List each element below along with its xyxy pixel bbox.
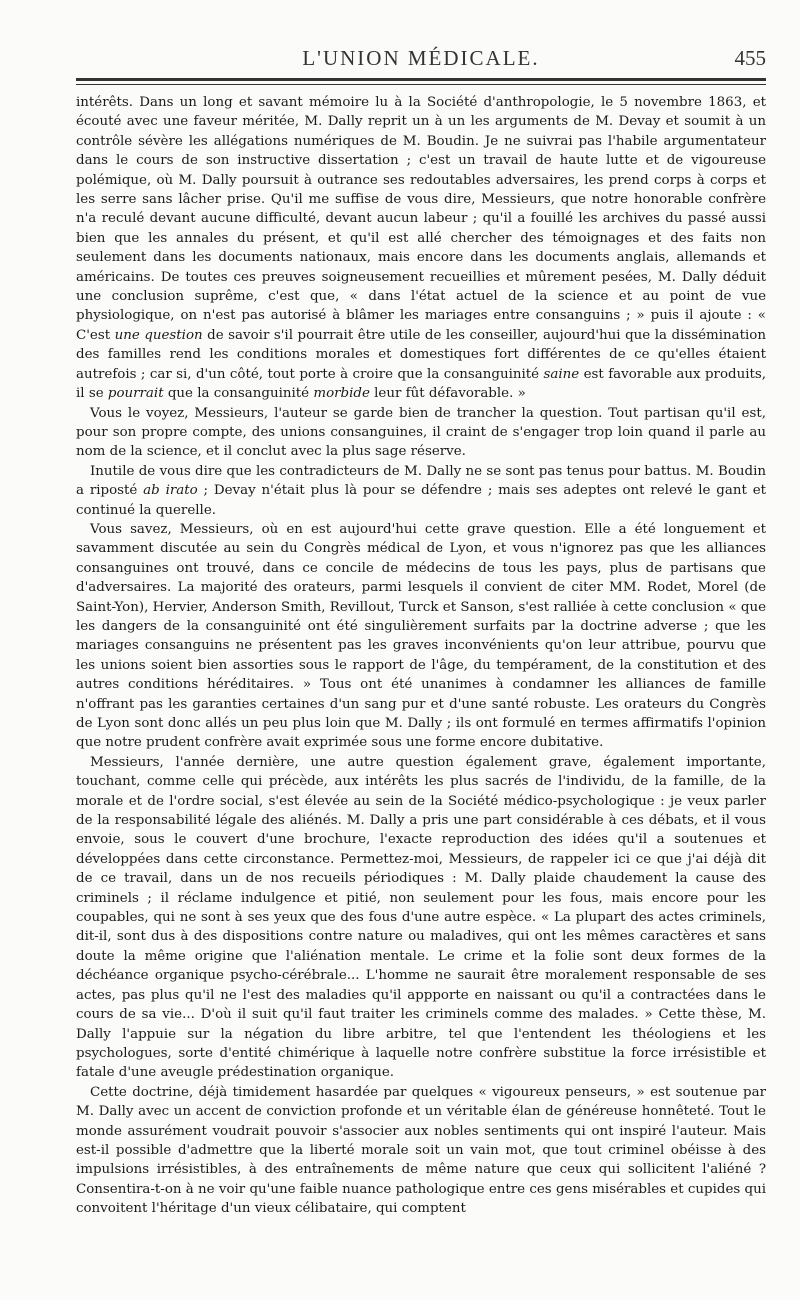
paragraph [76, 462, 766, 520]
paragraph [76, 753, 766, 1083]
text-run: Vous savez, Messieurs, où en est aujourd'hui cette grave question. Elle a été longuement et savamment discutée au sein du Congrès médical de Lyon, et vous n'ignorez pas que les alliances consanguines ont trouvé, dans ce concile de médecins de tous les pays, plus de partisans que d'adversaires. La majorité des orateurs, parmi lesquels il convient de citer MM. Rodet, Morel (de Saint-Yon), Hervier, Anderson Smith, Revillout, Turck et Sanson, s'est ralliée à cette conclusion « que les dangers de la consanguinité ont été singulièrement surfaits par la doctrine adverse ; que les mariages consanguins ne présentent pas les graves inconvénients qu'on leur attribue, pourvu que les unions soient bien assorties sous le rapport de l'âge, du tempérament, de la constitution et des autres conditions héréditaires. » Tous ont été unanimes à condamner les alliances de famille n'offrant pas les garanties certaines d'un sang pur et d'une santé robuste. Les orateurs du Congrès de Lyon sont donc allés un peu plus loin que M. Dally ; ils ont formulé en termes affirmatifs l'opinion que notre prudent confrère avait exprimée sous une forme encore dubitative. [76, 521, 766, 751]
text-run: est favorable aux produits, il se [76, 366, 766, 402]
italic-text: saine [543, 366, 580, 382]
paragraph [76, 520, 766, 753]
text-run: ; Devay n'était plus là pour se défendre ; mais ses adeptes ont relevé le gant et continué la querelle. [76, 483, 766, 518]
text-run: Messieurs, l'année dernière, une autre question également grave, également importante, touchant, comme celle qui précède, aux intérêts les plus sacrés de l'individu, de la famille, de la morale et de l'ordre social, s'est élevée au sein de la Société médico-psychologique : je veux parler de la responsabilité légale des aliénés. M. Dally a pris une part considérable à ces débats, et il vous envoie, sous le couvert d'une brochure, l'exacte reproduction des idées qu'il a soutenues et développées dans cette circonstance. Permettez-moi, Messieurs, de rappeler ici ce que j'ai déjà dit de ce travail, dans un de nos recueils périodiques : M. Dally plaide chaudement la cause des criminels ; il réclame indulgence et pitié, non seulement pour les fous, mais encore pour les coupables, qui ne sont à ses yeux que des fous d'une autre espèce. « La plupart des actes criminels, dit-il, sont dus à des dispositions contre nature ou maladives, qui ont les mêmes caractères et sans doute la même origine que l'aliénation mentale. Le crime et la folie sont deux formes de la déchéance organique psycho-cérébrale... L'homme ne saurait être moralement responsable de ses actes, pas plus qu'il ne l'est des maladies qu'il appporte en naissant ou qu'il a contractées dans le cours de sa vie... D'où il suit qu'il faut traiter les criminels comme des malades. » Cette thèse, M. Dally l'appuie sur la négation du libre arbitre, tel que l'entendent les théologiens et les psychologues, sorte d'entité chimérique à laquelle notre confrère substitue la force irrésistible et fatale d'une aveugle prédestination organique. [76, 754, 766, 1081]
text-run: Inutile de vous dire que les contradicteurs de M. Dally ne se sont pas tenus pour battus. M. Boudin a riposté [76, 463, 766, 499]
paragraph [76, 1083, 766, 1219]
page-number: 455 [734, 46, 766, 70]
italic-text: morbide [313, 386, 370, 402]
article-body [76, 93, 766, 1219]
text-run: Cette doctrine, déjà timidement hasardée par quelques « vigoureux penseurs, » est soutenue par M. Dally avec un accent de conviction profonde et un véritable élan de généreuse honnêteté. Tout le monde assurément voudrait pouvoir s'associer aux nobles sentiments qui ont inspiré l'auteur. Mais est-il possible d'admettre que la liberté morale soit un vain mot, que tout criminel obéisse à des impulsions irrésistibles, à des entraînements de même nature que ceux qui sollicitent l'aliéné ? Consentira-t-on à ne voir qu'une faible nuance pathologique entre ces gens misérables et cupides qui convoitent l'héritage d'un vieux célibataire, qui comptent [76, 1084, 766, 1217]
text-run: Vous le voyez, Messieurs, l'auteur se garde bien de trancher la question. Tout partisan qu'il est, pour son propre compte, des unions consanguines, il craint de s'engager trop loin quand il parle au nom de la science, et il conclut avec la plus sage réserve. [76, 405, 766, 460]
running-title: L'UNION MÉDICALE. [302, 46, 540, 70]
paragraph [76, 93, 766, 404]
header-rule-thick [76, 78, 766, 81]
italic-text: pourrait [107, 386, 164, 402]
text-run: que la consanguinité [163, 386, 314, 402]
italic-text: ab irato [143, 483, 198, 499]
italic-text: une question [114, 327, 203, 343]
text-run: de savoir s'il pourrait être utile de les conseiller, aujourd'hui que la dissémination des familles rend les conditions morales et domestiques fort différentes de ce qu'elles étaient autrefois ; car si, d'un côté, tout porte à croire que la consanguinité [76, 327, 766, 382]
text-run: leur fût défavorable. » [369, 386, 526, 402]
text-run: intérêts. Dans un long et savant mémoire lu à la Société d'anthropologie, le 5 novembre 1863, et écouté avec une faveur méritée, M. Dally reprit un à un les arguments de M. Devay et soumit à un contrôle sévère les allégations numériques de M. Boudin. Je ne suivrai pas l'habile argumentateur dans le cours de son instructive dissertation ; c'est un travail de haute lutte et de vigoureuse polémique, où M. Dally poursuit à outrance ses redoutables adversaires, les prend corps à corps et les serre sans lâcher prise. Qu'il me suffise de vous dire, Messieurs, que notre honorable confrère n'a reculé devant aucune difficulté, devant aucun labeur ; qu'il a fouillé les archives du passé aussi bien que les annales du présent, et qu'il est allé chercher des témoignages et des faits non seulement dans les documents nationaux, mais encore dans les documents anglais, allemands et américains. De toutes ces preuves soigneusement recueillies et mûrement pesées, M. Dally déduit une conclusion suprême, c'est que, « dans l'état actuel de la science et au point de vue physiologique, on n'est pas autorisé à blâmer les mariages entre consanguins ; » puis il ajoute : « C'est [76, 95, 766, 343]
paragraph [76, 404, 766, 462]
page-header [76, 40, 766, 76]
header-rule-thin [76, 84, 766, 85]
